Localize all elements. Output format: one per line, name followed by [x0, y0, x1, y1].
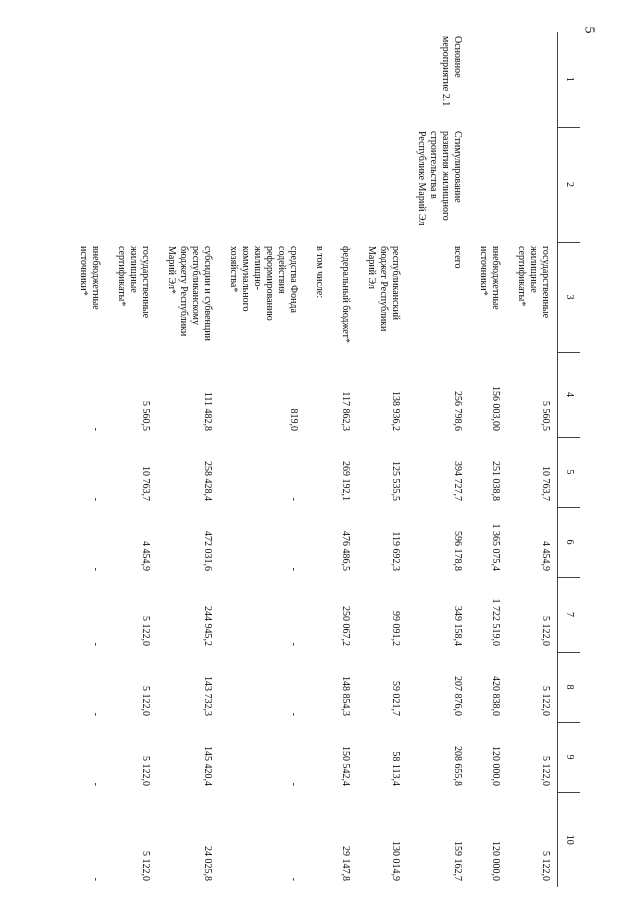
value-cell: - [90, 782, 101, 786]
rotated-page [60, 32, 580, 887]
value-cell: 159 162,7 [452, 841, 463, 881]
value-cell: - [288, 782, 299, 786]
event-code-cell [305, 32, 331, 127]
value-cell: 150 542,4 [340, 746, 351, 786]
value-cell: 148 854,3 [340, 676, 351, 716]
table-row [357, 32, 407, 887]
value-cell: 5 122,0 [140, 756, 151, 786]
event-title-cell [219, 127, 305, 242]
source-label: всего [452, 246, 463, 269]
event-code-cell [69, 32, 107, 127]
value-cell: 59 021,7 [390, 681, 401, 716]
value-cell: - [288, 642, 299, 646]
event-code-cell [357, 32, 407, 127]
value-cell: 349 158,4 [452, 606, 463, 646]
value-cell: 29 147,8 [340, 846, 351, 881]
value-cell: 258 428,4 [202, 461, 213, 501]
budget-table [69, 32, 580, 887]
source-label: внебюджетные источники* [478, 246, 501, 310]
col-header: 2 [558, 127, 581, 242]
table-row [157, 32, 219, 887]
value-cell: 596 178,8 [452, 531, 463, 571]
value-cell: 819,0 [288, 408, 299, 431]
value-cell [305, 792, 331, 887]
value-cell: 120 000,0 [490, 746, 501, 786]
col-header: 9 [558, 722, 581, 792]
col-header: 1 [558, 32, 581, 127]
col-header: 5 [558, 437, 581, 507]
col-header: 8 [558, 652, 581, 722]
value-cell: - [90, 877, 101, 881]
source-label: в том числе: [314, 246, 325, 299]
event-title-cell [305, 127, 331, 242]
value-cell: - [90, 567, 101, 571]
value-cell: 24 025,8 [202, 846, 213, 881]
source-label: государственные жилищные сертификаты* [116, 246, 151, 319]
event-title-cell [357, 127, 407, 242]
col-header: 3 [558, 242, 581, 352]
value-cell: 256 798,6 [452, 391, 463, 431]
table-row [69, 32, 107, 887]
value-cell: 4 454,9 [540, 541, 551, 571]
event-code-cell: Основное мероприятие 2.1 [440, 36, 463, 107]
value-cell: 120 000,0 [490, 841, 501, 881]
value-cell [305, 652, 331, 722]
value-cell: 5 122,0 [140, 616, 151, 646]
value-cell: - [90, 497, 101, 501]
value-cell: 476 486,5 [340, 531, 351, 571]
value-cell: 420 838,0 [490, 676, 501, 716]
event-code-cell [469, 32, 507, 127]
value-cell: 5 122,0 [540, 851, 551, 881]
col-header: 10 [558, 792, 581, 887]
event-code-cell [331, 32, 357, 127]
value-cell: - [90, 427, 101, 431]
value-cell: 4 454,9 [140, 541, 151, 571]
value-cell [305, 507, 331, 577]
table-row [331, 32, 357, 887]
value-cell [305, 577, 331, 652]
col-header: 4 [558, 352, 581, 437]
table-row [107, 32, 157, 887]
source-label: средства Фонда содействия реформированию жилищно-коммунального хозяйства* [228, 246, 299, 321]
value-cell [305, 352, 331, 437]
value-cell: 119 692,3 [390, 531, 401, 571]
value-cell: 394 727,7 [452, 461, 463, 501]
value-cell: 125 535,5 [390, 461, 401, 501]
source-label: федеральный бюджет* [340, 246, 351, 344]
value-cell [305, 437, 331, 507]
value-cell: 5 122,0 [540, 756, 551, 786]
value-cell: - [288, 567, 299, 571]
event-code-cell [507, 32, 558, 127]
source-label: государственные жилищные сертификаты* [516, 246, 551, 319]
value-cell: 251 038,8 [490, 461, 501, 501]
event-title-cell [157, 127, 219, 242]
table-row [219, 32, 305, 887]
value-cell: 156 003,00 [490, 386, 501, 431]
page-number: 5 [581, 26, 597, 34]
value-cell: 10 763,7 [140, 466, 151, 501]
value-cell: 207 876,0 [452, 676, 463, 716]
value-cell: 143 732,3 [202, 676, 213, 716]
value-cell: - [288, 877, 299, 881]
table-row [507, 32, 558, 887]
value-cell: 5 122,0 [540, 686, 551, 716]
value-cell: 208 655,8 [452, 746, 463, 786]
event-code-cell [157, 32, 219, 127]
event-title-cell [507, 127, 558, 242]
source-label: субсидии и субвенции республиканскому бюджету Республики Марий Эл* [166, 246, 213, 341]
source-label: республиканский бюджет Республики Марий Эл [366, 246, 401, 332]
value-cell: 145 420,4 [202, 746, 213, 786]
event-title-cell [469, 127, 507, 242]
event-code-cell [219, 32, 305, 127]
header-row [558, 32, 581, 887]
value-cell: - [288, 497, 299, 501]
value-cell: 5 122,0 [140, 851, 151, 881]
value-cell [305, 722, 331, 792]
event-code-cell [107, 32, 157, 127]
event-title-cell [107, 127, 157, 242]
value-cell: - [288, 712, 299, 716]
col-header: 7 [558, 577, 581, 652]
event-title-cell [69, 127, 107, 242]
value-cell: 10 763,7 [540, 466, 551, 501]
table-row [407, 32, 469, 887]
event-title-cell: Стимулирование развития жилищного строительства в Республике Марий Эл [416, 131, 463, 226]
value-cell: 5 560,5 [540, 401, 551, 431]
table-row [469, 32, 507, 887]
source-label: внебюджетные источники* [78, 246, 101, 310]
value-cell: 111 482,8 [202, 391, 213, 431]
event-title-cell [331, 127, 357, 242]
col-header: 6 [558, 507, 581, 577]
table-row [305, 32, 331, 887]
value-cell: 117 862,3 [340, 391, 351, 431]
value-cell: 58 113,4 [390, 751, 401, 786]
value-cell: 5 560,5 [140, 401, 151, 431]
value-cell: 1 365 075,4 [490, 523, 501, 571]
value-cell: 99 091,2 [390, 611, 401, 646]
value-cell: 130 014,9 [390, 841, 401, 881]
value-cell: - [90, 712, 101, 716]
value-cell: 250 067,2 [340, 606, 351, 646]
value-cell: 269 192,1 [340, 461, 351, 501]
value-cell: - [90, 642, 101, 646]
value-cell: 138 936,2 [390, 391, 401, 431]
value-cell: 472 031,6 [202, 531, 213, 571]
value-cell: 1 722 519,0 [490, 598, 501, 646]
value-cell: 5 122,0 [140, 686, 151, 716]
value-cell: 244 945,2 [202, 606, 213, 646]
value-cell: 5 122,0 [540, 616, 551, 646]
